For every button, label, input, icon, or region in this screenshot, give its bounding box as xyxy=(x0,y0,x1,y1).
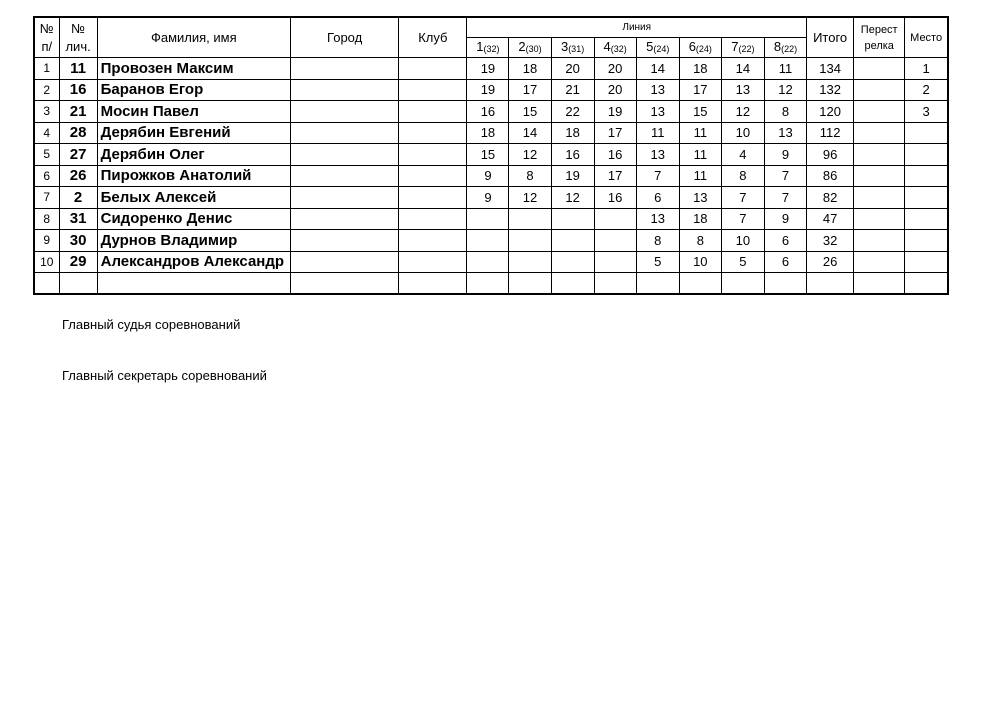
bib-number: 11 xyxy=(59,58,97,80)
city-cell xyxy=(291,165,399,187)
line-score: 13 xyxy=(679,187,721,209)
line-score: 6 xyxy=(764,251,806,273)
header-shootoff: Перест релка xyxy=(854,17,905,58)
city-cell xyxy=(291,251,399,273)
line-score: 20 xyxy=(594,79,636,101)
empty-cell xyxy=(807,273,854,294)
club-cell xyxy=(399,101,467,123)
competitor-name: Сидоренко Денис xyxy=(97,208,290,230)
shootoff-cell xyxy=(854,79,905,101)
line-score: 17 xyxy=(594,122,636,144)
competitor-name: Дерябин Олег xyxy=(97,144,290,166)
line-score: 13 xyxy=(764,122,806,144)
table-row xyxy=(34,230,948,252)
line-score: 13 xyxy=(636,208,679,230)
place-cell: 1 xyxy=(905,58,948,80)
header-place: Место xyxy=(905,17,948,58)
total-score: 120 xyxy=(807,101,854,123)
place-cell xyxy=(905,122,948,144)
line-score: 12 xyxy=(509,187,551,209)
line-score xyxy=(594,251,636,273)
competitor-name: Мосин Павел xyxy=(97,101,290,123)
club-cell xyxy=(399,79,467,101)
chief-judge-label: Главный судья соревнований xyxy=(62,317,241,332)
line-score: 12 xyxy=(764,79,806,101)
city-cell xyxy=(291,187,399,209)
header-bib: № лич. xyxy=(59,17,97,58)
header-line-4 xyxy=(594,38,636,58)
line-number: 2 xyxy=(518,38,526,54)
shootoff-cell xyxy=(854,208,905,230)
line-score: 15 xyxy=(509,101,551,123)
club-cell xyxy=(399,208,467,230)
row-index: 9 xyxy=(34,230,59,252)
empty-cell xyxy=(905,273,948,294)
line-score: 8 xyxy=(764,101,806,123)
empty-cell xyxy=(291,273,399,294)
total-score: 82 xyxy=(807,187,854,209)
shootoff-cell xyxy=(854,187,905,209)
line-score: 5 xyxy=(721,251,764,273)
line-score: 5 xyxy=(636,251,679,273)
line-score: 12 xyxy=(551,187,594,209)
line-score xyxy=(551,208,594,230)
competitor-name: Пирожков Анатолий xyxy=(97,165,290,187)
shootoff-cell xyxy=(854,230,905,252)
line-score: 7 xyxy=(764,187,806,209)
line-score: 14 xyxy=(721,58,764,80)
line-score: 11 xyxy=(679,144,721,166)
line-score: 16 xyxy=(551,144,594,166)
city-cell xyxy=(291,101,399,123)
city-cell xyxy=(291,79,399,101)
club-cell xyxy=(399,165,467,187)
empty-cell xyxy=(59,273,97,294)
club-cell xyxy=(399,122,467,144)
header-total: Итого xyxy=(807,17,854,58)
line-score: 11 xyxy=(679,165,721,187)
line-score: 18 xyxy=(509,58,551,80)
header-name: Фамилия, имя xyxy=(97,17,290,58)
table-row xyxy=(34,165,948,187)
line-score: 13 xyxy=(636,101,679,123)
row-index: 10 xyxy=(34,251,59,273)
empty-row xyxy=(34,273,948,294)
line-score: 20 xyxy=(594,58,636,80)
bib-number: 16 xyxy=(59,79,97,101)
bib-number: 21 xyxy=(59,101,97,123)
row-index: 5 xyxy=(34,144,59,166)
chief-secretary-label: Главный секретарь соревнований xyxy=(62,368,267,383)
line-score: 16 xyxy=(594,144,636,166)
empty-cell xyxy=(854,273,905,294)
header-line-2 xyxy=(509,38,551,58)
empty-cell xyxy=(551,273,594,294)
line-score: 15 xyxy=(467,144,509,166)
line-score: 9 xyxy=(467,187,509,209)
club-cell xyxy=(399,230,467,252)
line-max: (32) xyxy=(610,43,627,54)
line-score: 11 xyxy=(764,58,806,80)
line-score: 19 xyxy=(467,58,509,80)
line-score: 7 xyxy=(721,187,764,209)
line-score xyxy=(467,251,509,273)
competitor-name: Баранов Егор xyxy=(97,79,290,101)
city-cell xyxy=(291,122,399,144)
line-score: 20 xyxy=(551,58,594,80)
empty-cell xyxy=(636,273,679,294)
line-score: 14 xyxy=(636,58,679,80)
empty-cell xyxy=(721,273,764,294)
table-row xyxy=(34,122,948,144)
shootoff-cell xyxy=(854,58,905,80)
header-lines-group: Линия xyxy=(467,17,807,38)
bib-number: 27 xyxy=(59,144,97,166)
place-cell: 2 xyxy=(905,79,948,101)
header-club: Клуб xyxy=(399,17,467,58)
place-cell xyxy=(905,230,948,252)
line-score: 8 xyxy=(679,230,721,252)
shootoff-cell xyxy=(854,122,905,144)
results-table xyxy=(33,16,949,295)
line-score: 19 xyxy=(594,101,636,123)
bib-number: 26 xyxy=(59,165,97,187)
place-cell xyxy=(905,144,948,166)
empty-cell xyxy=(34,273,59,294)
line-max: (22) xyxy=(781,43,798,54)
line-score xyxy=(509,251,551,273)
club-cell xyxy=(399,144,467,166)
line-score xyxy=(509,208,551,230)
header-line-8 xyxy=(764,38,806,58)
empty-cell xyxy=(594,273,636,294)
total-score: 132 xyxy=(807,79,854,101)
header-num: № п/ xyxy=(34,17,59,58)
empty-cell xyxy=(764,273,806,294)
line-score: 18 xyxy=(679,208,721,230)
line-max: (22) xyxy=(738,43,755,54)
line-score: 8 xyxy=(636,230,679,252)
table-row xyxy=(34,101,948,123)
line-score: 12 xyxy=(509,144,551,166)
table-row xyxy=(34,144,948,166)
city-cell xyxy=(291,230,399,252)
empty-cell xyxy=(467,273,509,294)
line-number: 5 xyxy=(646,38,654,54)
line-score xyxy=(467,230,509,252)
line-score: 11 xyxy=(636,122,679,144)
header-line-5 xyxy=(636,38,679,58)
city-cell xyxy=(291,144,399,166)
line-score: 8 xyxy=(509,165,551,187)
table-row xyxy=(34,251,948,273)
total-score: 26 xyxy=(807,251,854,273)
row-index: 8 xyxy=(34,208,59,230)
line-score: 18 xyxy=(679,58,721,80)
line-score: 9 xyxy=(467,165,509,187)
empty-cell xyxy=(509,273,551,294)
table-row xyxy=(34,79,948,101)
total-score: 32 xyxy=(807,230,854,252)
table-row xyxy=(34,187,948,209)
header-line-7 xyxy=(721,38,764,58)
total-score: 134 xyxy=(807,58,854,80)
line-score: 21 xyxy=(551,79,594,101)
line-number: 1 xyxy=(476,38,484,54)
header-line-3 xyxy=(551,38,594,58)
bib-number: 2 xyxy=(59,187,97,209)
empty-cell xyxy=(97,273,290,294)
place-cell: 3 xyxy=(905,101,948,123)
line-score: 7 xyxy=(764,165,806,187)
line-score: 19 xyxy=(467,79,509,101)
line-score: 7 xyxy=(721,208,764,230)
line-score: 15 xyxy=(679,101,721,123)
empty-cell xyxy=(399,273,467,294)
line-score: 9 xyxy=(764,144,806,166)
row-index: 2 xyxy=(34,79,59,101)
shootoff-cell xyxy=(854,144,905,166)
line-max: (30) xyxy=(525,43,542,54)
bib-number: 31 xyxy=(59,208,97,230)
line-score: 6 xyxy=(636,187,679,209)
table-row xyxy=(34,208,948,230)
shootoff-cell xyxy=(854,165,905,187)
row-index: 3 xyxy=(34,101,59,123)
line-score: 22 xyxy=(551,101,594,123)
line-score: 16 xyxy=(594,187,636,209)
line-max: (32) xyxy=(483,43,500,54)
line-score: 13 xyxy=(636,79,679,101)
line-score: 10 xyxy=(721,230,764,252)
line-score: 13 xyxy=(721,79,764,101)
line-score xyxy=(509,230,551,252)
line-score: 17 xyxy=(509,79,551,101)
shootoff-cell xyxy=(854,101,905,123)
header-city: Город xyxy=(291,17,399,58)
line-score: 6 xyxy=(764,230,806,252)
line-number: 3 xyxy=(560,38,569,54)
club-cell xyxy=(399,58,467,80)
line-score: 18 xyxy=(467,122,509,144)
competitor-name: Дерябин Евгений xyxy=(97,122,290,144)
row-index: 4 xyxy=(34,122,59,144)
club-cell xyxy=(399,251,467,273)
total-score: 47 xyxy=(807,208,854,230)
competitor-name: Дурнов Владимир xyxy=(97,230,290,252)
line-score: 11 xyxy=(679,122,721,144)
bib-number: 30 xyxy=(59,230,97,252)
row-index: 1 xyxy=(34,58,59,80)
line-score: 16 xyxy=(467,101,509,123)
place-cell xyxy=(905,165,948,187)
total-score: 112 xyxy=(807,122,854,144)
line-score: 8 xyxy=(721,165,764,187)
header-line-1 xyxy=(467,38,509,58)
bib-number: 28 xyxy=(59,122,97,144)
line-max: (24) xyxy=(653,43,670,54)
line-score xyxy=(594,208,636,230)
line-score: 10 xyxy=(721,122,764,144)
line-score xyxy=(467,208,509,230)
line-score xyxy=(594,230,636,252)
table-row xyxy=(34,58,948,80)
place-cell xyxy=(905,208,948,230)
line-score xyxy=(551,251,594,273)
line-number: 4 xyxy=(603,38,611,54)
line-score: 9 xyxy=(764,208,806,230)
line-score: 18 xyxy=(551,122,594,144)
place-cell xyxy=(905,187,948,209)
competitor-name: Белых Алексей xyxy=(97,187,290,209)
line-score: 17 xyxy=(679,79,721,101)
line-number: 8 xyxy=(773,38,782,54)
line-score: 17 xyxy=(594,165,636,187)
header-line-6 xyxy=(679,38,721,58)
line-number: 6 xyxy=(688,38,696,54)
line-score: 4 xyxy=(721,144,764,166)
place-cell xyxy=(905,251,948,273)
bib-number: 29 xyxy=(59,251,97,273)
city-cell xyxy=(291,58,399,80)
line-number: 7 xyxy=(731,38,739,54)
line-score: 14 xyxy=(509,122,551,144)
line-score: 12 xyxy=(721,101,764,123)
competitor-name: Провозен Максим xyxy=(97,58,290,80)
line-max: (24) xyxy=(695,43,712,54)
empty-cell xyxy=(679,273,721,294)
club-cell xyxy=(399,187,467,209)
competitor-name: Александров Александр xyxy=(97,251,290,273)
city-cell xyxy=(291,208,399,230)
line-max: (31) xyxy=(568,43,585,54)
shootoff-cell xyxy=(854,251,905,273)
line-score xyxy=(551,230,594,252)
total-score: 96 xyxy=(807,144,854,166)
line-score: 13 xyxy=(636,144,679,166)
row-index: 6 xyxy=(34,165,59,187)
row-index: 7 xyxy=(34,187,59,209)
total-score: 86 xyxy=(807,165,854,187)
line-score: 7 xyxy=(636,165,679,187)
line-score: 10 xyxy=(679,251,721,273)
line-score: 19 xyxy=(551,165,594,187)
